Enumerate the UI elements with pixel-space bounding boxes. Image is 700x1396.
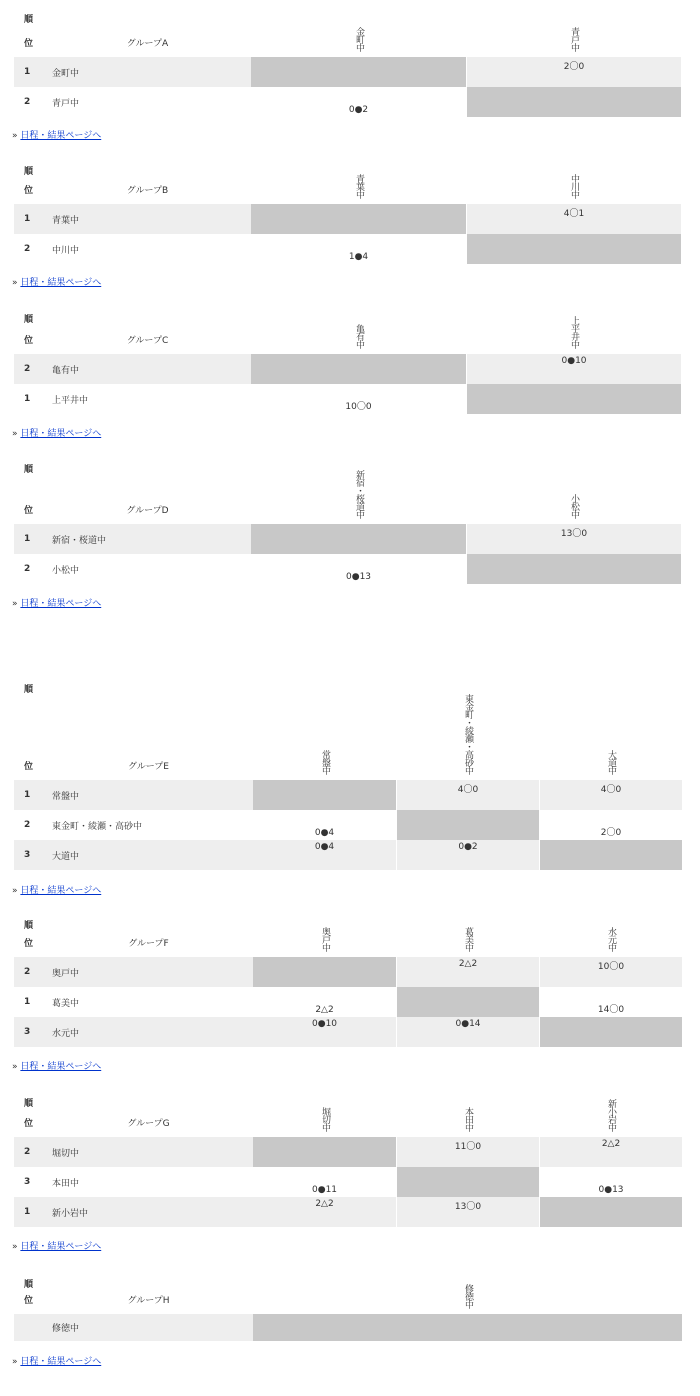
schedule-results-link-row xyxy=(12,883,101,896)
self-match-cell xyxy=(539,1017,682,1047)
schedule-results-link-row xyxy=(12,128,101,141)
rank-cell: 1 xyxy=(14,987,44,1017)
rank-column-header xyxy=(14,1084,44,1137)
match-score: 2〇0 xyxy=(563,62,585,72)
group-name-text: グループH xyxy=(127,1296,170,1306)
group-name xyxy=(44,906,253,957)
match-result-cell xyxy=(396,840,539,870)
match-result-cell xyxy=(466,524,681,554)
match-score: 13〇0 xyxy=(454,1202,482,1212)
team-name-cell: 青葉中 xyxy=(44,204,251,234)
table-row xyxy=(14,957,682,987)
column-team-name: 大道中 xyxy=(606,750,616,774)
rank-header-char-2: 位 xyxy=(24,1119,34,1129)
team-name-cell: 本田中 xyxy=(44,1167,253,1197)
group-header-row xyxy=(14,1265,682,1314)
team-name-cell: 修徳中 xyxy=(44,1314,253,1341)
column-team-header xyxy=(251,450,466,524)
rank-cell: 1 xyxy=(14,384,44,414)
match-score: 4〇0 xyxy=(457,785,479,795)
rank-cell: 1 xyxy=(14,780,44,810)
match-score: 13〇0 xyxy=(560,529,588,539)
table-row xyxy=(14,987,682,1017)
column-team-header xyxy=(466,300,681,354)
group-name xyxy=(44,152,251,204)
table-row xyxy=(14,1197,682,1227)
rank-cell: 1 xyxy=(14,204,44,234)
column-team-name: 奥戸中 xyxy=(320,927,330,951)
rank-cell: 2 xyxy=(14,957,44,987)
match-result-cell xyxy=(253,810,396,840)
link-prefix-icon: » xyxy=(12,1062,18,1072)
group-header-row xyxy=(14,450,681,524)
rank-cell: 3 xyxy=(14,1167,44,1197)
column-team-header xyxy=(251,300,466,354)
self-match-cell xyxy=(251,354,466,384)
match-result-cell xyxy=(253,1167,396,1197)
column-team-header xyxy=(253,1084,396,1137)
column-team-name: 常盤中 xyxy=(320,750,330,774)
team-name-cell: 中川中 xyxy=(44,234,251,264)
match-score: 2△2 xyxy=(458,959,478,969)
match-result-cell xyxy=(396,780,539,810)
match-result-cell xyxy=(539,987,682,1017)
column-team-name: 上平井中 xyxy=(569,316,579,348)
table-row xyxy=(14,780,682,810)
match-result-cell xyxy=(539,780,682,810)
team-name-cell: 大道中 xyxy=(44,840,253,870)
rank-header-char-2: 位 xyxy=(24,1296,34,1306)
table-row xyxy=(14,57,681,87)
column-team-header xyxy=(251,152,466,204)
rank-column-header xyxy=(14,0,44,57)
rank-header-char-1: 順 xyxy=(24,1280,34,1290)
match-score: 0●14 xyxy=(455,1019,481,1029)
self-match-cell xyxy=(251,524,466,554)
match-score: 1●4 xyxy=(348,252,369,262)
match-score: 4〇0 xyxy=(600,785,622,795)
match-score: 10〇0 xyxy=(345,402,372,412)
column-team-header xyxy=(253,906,396,957)
schedule-results-link[interactable]: 日程・結果ページへ xyxy=(20,886,102,896)
column-team-header xyxy=(466,0,681,57)
self-match-cell xyxy=(253,1137,396,1167)
link-prefix-icon: » xyxy=(12,886,18,896)
group-name-text: グループD xyxy=(126,506,169,516)
link-prefix-icon: » xyxy=(12,599,18,609)
link-prefix-icon: » xyxy=(12,1242,18,1252)
match-score: 2△2 xyxy=(315,1005,334,1015)
team-name-cell: 常盤中 xyxy=(44,780,253,810)
rank-cell: 2 xyxy=(14,810,44,840)
group-header-row xyxy=(14,1084,682,1137)
rank-cell: 2 xyxy=(14,554,44,584)
match-result-cell xyxy=(396,1197,539,1227)
match-result-cell xyxy=(253,840,396,870)
rank-column-header xyxy=(14,300,44,354)
self-match-cell xyxy=(539,840,682,870)
match-result-cell xyxy=(251,87,466,117)
group-header-row xyxy=(14,300,681,354)
match-score: 11〇0 xyxy=(454,1142,482,1152)
link-prefix-icon: » xyxy=(12,278,18,288)
column-team-name: 葛美中 xyxy=(463,927,473,951)
match-result-cell xyxy=(396,1017,539,1047)
match-score: 0●11 xyxy=(311,1185,338,1195)
team-name-cell: 水元中 xyxy=(44,1017,253,1047)
match-result-cell xyxy=(253,1197,396,1227)
match-score: 0●4 xyxy=(314,842,335,852)
table-row xyxy=(14,1137,682,1167)
schedule-results-link-row xyxy=(12,1059,101,1072)
table-row xyxy=(14,810,682,840)
table-row xyxy=(14,384,681,414)
rank-column-header xyxy=(14,450,44,524)
rank-cell: 3 xyxy=(14,840,44,870)
table-row xyxy=(14,354,681,384)
rank-header-char-2: 位 xyxy=(24,39,34,49)
rank-header-char-1: 順 xyxy=(24,15,34,25)
table-row xyxy=(14,204,681,234)
match-score: 14〇0 xyxy=(597,1005,625,1015)
match-score: 4〇1 xyxy=(563,209,585,219)
self-match-cell xyxy=(466,384,681,414)
column-team-header xyxy=(539,906,682,957)
self-match-cell xyxy=(251,204,466,234)
group-name-text: グループC xyxy=(126,336,169,346)
schedule-results-link[interactable]: 日程・結果ページへ xyxy=(20,1062,102,1072)
schedule-results-link[interactable]: 日程・結果ページへ xyxy=(20,429,102,439)
match-result-cell xyxy=(251,384,466,414)
table-row xyxy=(14,234,681,264)
rank-cell: 2 xyxy=(14,87,44,117)
schedule-results-link[interactable]: 日程・結果ページへ xyxy=(20,131,102,141)
table-row xyxy=(14,87,681,117)
match-result-cell xyxy=(539,1167,682,1197)
match-score: 0●10 xyxy=(311,1019,338,1029)
rank-header-char-2: 位 xyxy=(24,336,34,346)
self-match-cell xyxy=(396,987,539,1017)
group-name-text: グループG xyxy=(127,1119,170,1129)
match-result-cell xyxy=(466,57,681,87)
column-team-header xyxy=(396,670,539,780)
column-team-header xyxy=(539,1084,682,1137)
self-match-cell xyxy=(253,780,396,810)
team-name-cell: 上平井中 xyxy=(44,384,251,414)
rank-cell: 2 xyxy=(14,234,44,264)
match-score: 10〇0 xyxy=(597,962,625,972)
link-prefix-icon: » xyxy=(12,429,18,439)
group-header-row xyxy=(14,906,682,957)
self-match-cell xyxy=(253,1314,682,1341)
team-name-cell: 亀有中 xyxy=(44,354,251,384)
rank-header-char-1: 順 xyxy=(24,685,34,695)
match-score: 0●10 xyxy=(561,356,587,366)
rank-header-char-2: 位 xyxy=(24,939,34,949)
column-team-name: 水元中 xyxy=(606,927,616,951)
group-name-text: グループA xyxy=(126,39,169,49)
column-team-name: 中川中 xyxy=(569,174,579,198)
match-result-cell xyxy=(251,554,466,584)
rank-header-char-2: 位 xyxy=(24,506,34,516)
column-team-name: 小松中 xyxy=(569,494,579,518)
column-team-header xyxy=(466,450,681,524)
self-match-cell xyxy=(466,234,681,264)
rank-cell xyxy=(14,1314,44,1341)
rank-column-header xyxy=(14,1265,44,1314)
match-score: 0●2 xyxy=(348,105,369,115)
match-score: 2△2 xyxy=(601,1139,621,1149)
group-name xyxy=(44,1084,253,1137)
match-score: 2〇0 xyxy=(600,828,622,838)
group-name-text: グループF xyxy=(128,939,169,949)
self-match-cell xyxy=(466,554,681,584)
match-result-cell xyxy=(396,1137,539,1167)
group-header-row xyxy=(14,670,682,780)
match-score: 2△2 xyxy=(315,1199,334,1209)
rank-header-char-1: 順 xyxy=(24,315,34,325)
column-team-name: 青戸中 xyxy=(569,27,579,51)
team-name-cell: 奥戸中 xyxy=(44,957,253,987)
rank-cell: 1 xyxy=(14,57,44,87)
rank-header-char-2: 位 xyxy=(24,762,34,772)
match-result-cell xyxy=(251,234,466,264)
schedule-results-link-row xyxy=(12,1354,101,1367)
group-name xyxy=(44,450,251,524)
schedule-results-link-row xyxy=(12,275,101,288)
column-team-header xyxy=(539,670,682,780)
rank-column-header xyxy=(14,152,44,204)
rank-cell: 2 xyxy=(14,354,44,384)
group-header-row xyxy=(14,0,681,57)
self-match-cell xyxy=(251,57,466,87)
match-result-cell xyxy=(396,957,539,987)
table-row xyxy=(14,1167,682,1197)
column-team-name: 本田中 xyxy=(463,1107,473,1131)
column-team-header xyxy=(396,1084,539,1137)
rank-header-char-2: 位 xyxy=(24,186,34,196)
schedule-results-link-row xyxy=(12,596,101,609)
match-result-cell xyxy=(466,204,681,234)
schedule-results-link[interactable]: 日程・結果ページへ xyxy=(20,1357,102,1367)
column-team-name: 新小岩中 xyxy=(606,1099,616,1131)
team-name-cell: 新宿・桜道中 xyxy=(44,524,251,554)
column-team-name: 亀有中 xyxy=(354,324,364,348)
schedule-results-link[interactable]: 日程・結果ページへ xyxy=(20,599,102,609)
team-name-cell: 金町中 xyxy=(44,57,251,87)
group-name-text: グループE xyxy=(128,762,169,772)
match-result-cell xyxy=(539,957,682,987)
self-match-cell xyxy=(396,810,539,840)
column-team-header xyxy=(466,152,681,204)
link-prefix-icon: » xyxy=(12,1357,18,1367)
schedule-results-link[interactable]: 日程・結果ページへ xyxy=(20,278,102,288)
column-team-name: 金町中 xyxy=(354,27,364,51)
table-row xyxy=(14,524,681,554)
table-row xyxy=(14,554,681,584)
rank-cell: 3 xyxy=(14,1017,44,1047)
schedule-results-link-row xyxy=(12,1239,101,1252)
group-name-text: グループB xyxy=(126,186,169,196)
column-team-name: 修徳中 xyxy=(463,1284,473,1308)
self-match-cell xyxy=(253,957,396,987)
self-match-cell xyxy=(539,1197,682,1227)
team-name-cell: 葛美中 xyxy=(44,987,253,1017)
rank-header-char-1: 順 xyxy=(24,465,34,475)
table-row xyxy=(14,840,682,870)
schedule-results-link[interactable]: 日程・結果ページへ xyxy=(20,1242,102,1252)
link-prefix-icon: » xyxy=(12,131,18,141)
column-team-name: 堀切中 xyxy=(320,1107,330,1131)
group-header-row xyxy=(14,152,681,204)
group-name xyxy=(44,300,251,354)
match-score: 0●2 xyxy=(458,842,478,852)
match-score: 0●13 xyxy=(598,1185,624,1195)
table-row xyxy=(14,1017,682,1047)
match-score: 0●13 xyxy=(345,572,372,582)
column-team-name: 青葉中 xyxy=(354,174,364,198)
team-name-cell: 青戸中 xyxy=(44,87,251,117)
group-name xyxy=(44,670,253,780)
rank-cell: 1 xyxy=(14,524,44,554)
column-team-header xyxy=(253,670,396,780)
rank-header-char-1: 順 xyxy=(24,167,34,177)
team-name-cell: 小松中 xyxy=(44,554,251,584)
self-match-cell xyxy=(466,87,681,117)
table-row xyxy=(14,1314,682,1341)
rank-cell: 2 xyxy=(14,1137,44,1167)
column-team-header xyxy=(251,0,466,57)
self-match-cell xyxy=(396,1167,539,1197)
match-score: 0●4 xyxy=(314,828,335,838)
rank-column-header xyxy=(14,670,44,780)
match-result-cell xyxy=(539,810,682,840)
group-name xyxy=(44,0,251,57)
rank-cell: 1 xyxy=(14,1197,44,1227)
column-team-name: 東金町・綾瀬・高砂中 xyxy=(463,694,473,774)
team-name-cell: 東金町・綾瀬・高砂中 xyxy=(44,810,253,840)
match-result-cell xyxy=(253,1017,396,1047)
column-team-header xyxy=(396,906,539,957)
team-name-cell: 堀切中 xyxy=(44,1137,253,1167)
schedule-results-link-row xyxy=(12,426,101,439)
column-team-name: 新宿・桜道中 xyxy=(354,470,364,518)
match-result-cell xyxy=(539,1137,682,1167)
column-team-header xyxy=(253,1265,682,1314)
match-result-cell xyxy=(466,354,681,384)
group-name xyxy=(44,1265,253,1314)
team-name-cell: 新小岩中 xyxy=(44,1197,253,1227)
rank-column-header xyxy=(14,906,44,957)
rank-header-char-1: 順 xyxy=(24,921,34,931)
rank-header-char-1: 順 xyxy=(24,1099,34,1109)
match-result-cell xyxy=(253,987,396,1017)
